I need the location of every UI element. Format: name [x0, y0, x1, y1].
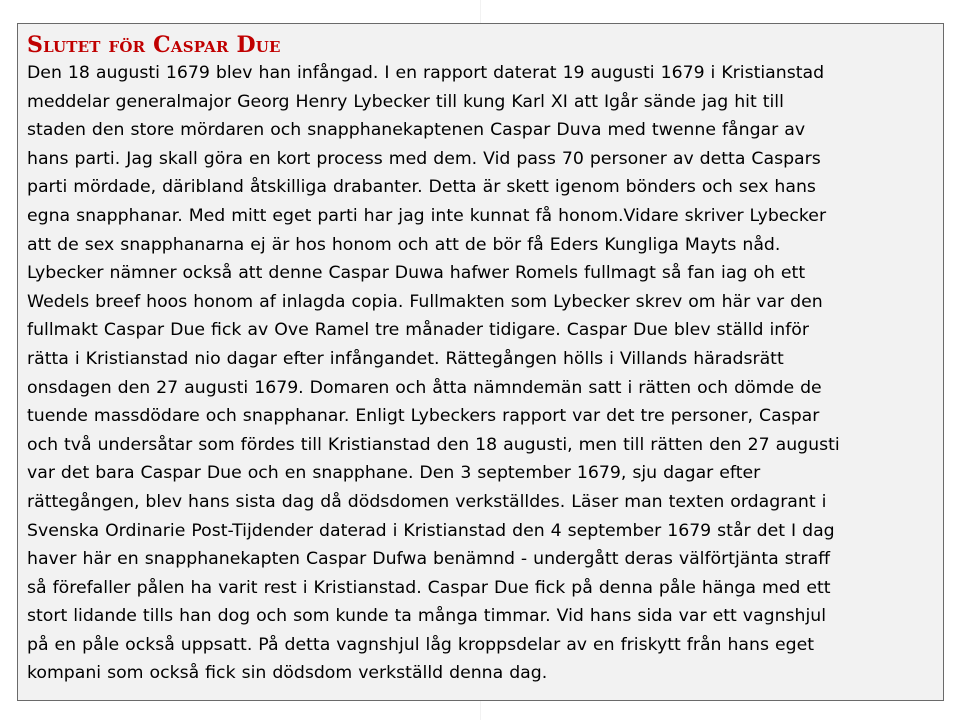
text-box [17, 23, 944, 701]
document-body: Den 18 augusti 1679 blev han infångad. I en rapport daterat 19 augusti 1679 i Kristianstad meddelar generalmajor Georg Henry Lybecker till kung Karl XI att Igår sände jag hit till staden den store mördaren och snapphanekaptenen Caspar Duva med twenne fångar av hans parti. Jag skall göra en kort process med dem. Vid pass 70 personer av detta Caspars parti mördade, däribland åtskilliga drabanter. Detta är skett igenom bönders och sex hans egna snapphanar. Med mitt eget parti har jag inte kunnat få honom.Vidare skriver Lybecker att de sex snapphanarna ej är hos honom och att de bör få Eders Kungliga Mayts nåd. Lybecker nämner också att denne Caspar Duwa hafwer Romels fullmagt så fan iag oh ett Wedels breef hoos honom af inlagda copia. Fullmakten som Lybecker skrev om här var den fullmakt Caspar Due fick av Ove Ramel tre månader tidigare. Caspar Due blev ställd inför rätta i Kristianstad nio dagar efter infångandet. Rättegången hölls i Villands häradsrätt onsdagen den 27 augusti 1679. Domaren och åtta nämndemän satt i rätten och dömde de tuende massdödare och snapphanar. Enligt Lybeckers rapport var det tre personer, Caspar och två undersåtar som fördes till Kristianstad den 18 augusti, men till rätten den 27 augusti var det bara Caspar Due och en snapphane. Den 3 september 1679, sju dagar efter rättegången, blev hans sista dag då dödsdomen verkställdes. Läser man texten ordagrant i Svenska Ordinarie Post-Tijdender daterad i Kristianstad den 4 september 1679 står det I dag haver här en snapphanekapten Caspar Dufwa benämnd - undergått deras välförtjänta straff så förefaller pålen ha varit rest i Kristianstad. Caspar Due fick på denna påle hänga med ett stort lidande tills han dog och som kunde ta många timmar. Vid hans sida var ett vagnshjul på en påle också uppsatt. På detta vagnshjul låg kroppsdelar av en friskytt från hans eget kompani som också fick sin dödsdom verkställd denna dag. [27, 63, 840, 684]
document-title: Slutet för Caspar Due [27, 32, 281, 58]
